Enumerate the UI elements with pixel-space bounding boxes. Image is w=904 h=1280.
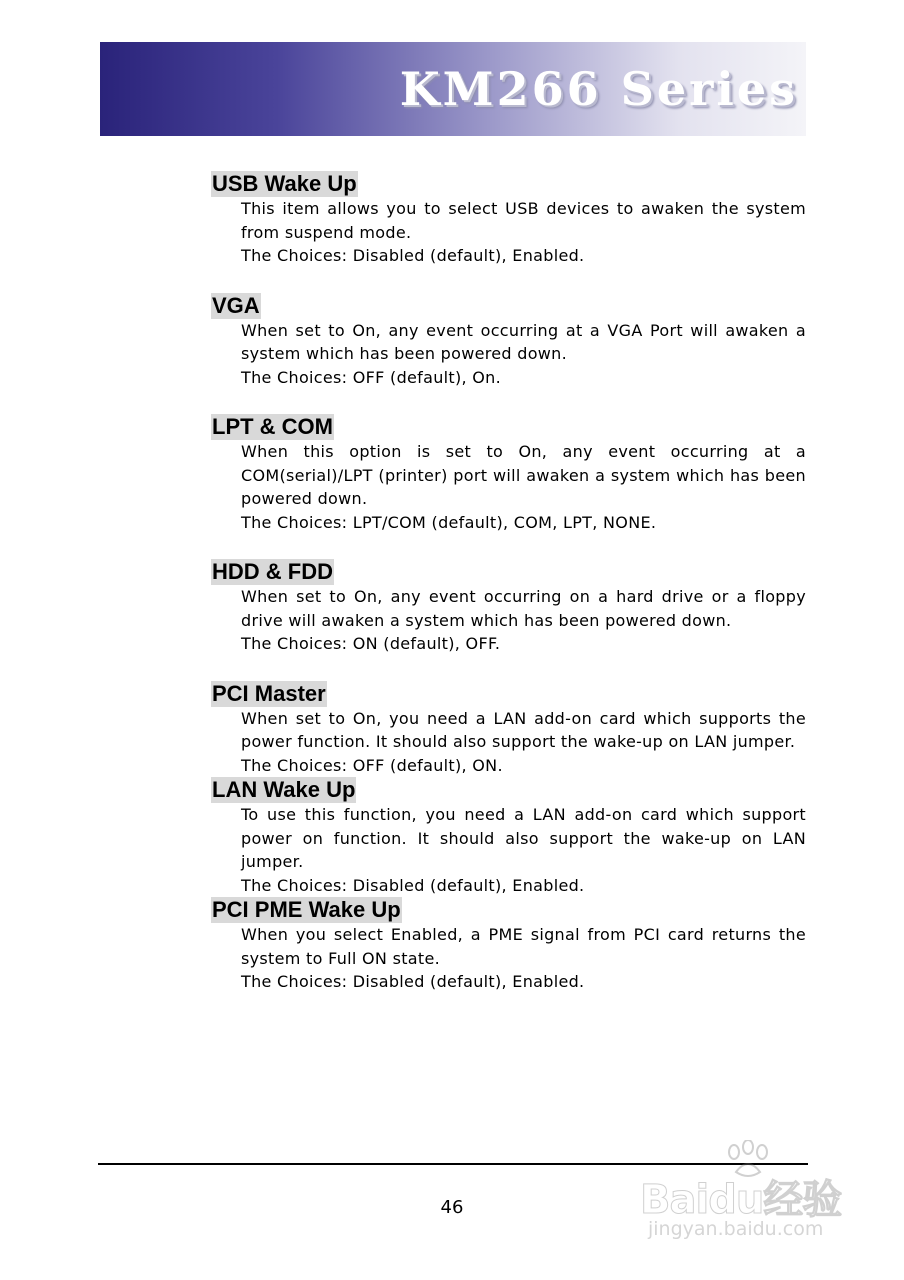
section-heading: LPT & COM (212, 414, 333, 439)
section-choices: The Choices: ON (default), OFF. (241, 634, 501, 653)
section-heading: PCI Master (212, 680, 326, 706)
page-number: 46 (440, 1197, 464, 1218)
section-description: When set to On, you need a LAN add-on card which supports the power function. It should also support the wake-up on LAN jumper. (241, 708, 806, 751)
section-heading: VGA (212, 292, 260, 318)
section-pci-master (211, 681, 806, 778)
section-description: When set to On, any event occurring at a VGA Port will awaken a system which has been powered down. (241, 320, 806, 363)
section-body (241, 707, 806, 778)
section-lan-wake-up (211, 777, 806, 897)
section-heading: PCI PME Wake Up (212, 897, 401, 922)
section-body (241, 319, 806, 390)
section-body (241, 803, 806, 897)
section-pci-pme-wake-up (211, 897, 806, 994)
watermark (640, 1140, 850, 1250)
section-vga (211, 293, 806, 390)
section-choices: The Choices: Disabled (default), Enabled. (241, 875, 585, 895)
section-description: When set to On, any event occurring on a hard drive or a floppy drive will awaken a system which has been powered down. (241, 587, 806, 630)
header-banner (100, 42, 806, 136)
page-title: KM266 Series (399, 62, 798, 116)
section-hdd-fdd (211, 559, 806, 656)
section-heading: LAN Wake Up (212, 777, 356, 802)
section-choices: The Choices: LPT/COM (default), COM, LPT, NONE. (241, 512, 657, 532)
section-description: When you select Enabled, a PME signal from PCI card returns the system to Full ON state. (241, 925, 806, 968)
section-choices: The Choices: Disabled (default), Enabled. (241, 972, 585, 991)
section-choices: The Choices: OFF (default), On. (241, 367, 502, 387)
section-body (241, 585, 806, 656)
section-body (241, 197, 806, 268)
section-heading: USB Wake Up (212, 171, 357, 196)
document-body (211, 171, 806, 994)
section-heading: HDD & FDD (212, 559, 333, 584)
section-description: This item allows you to select USB devices to awaken the system from suspend mode. (241, 199, 806, 242)
section-choices: The Choices: Disabled (default), Enabled. (241, 246, 585, 265)
watermark-brand: Baidu经验 (640, 1177, 842, 1223)
section-description: To use this function, you need a LAN add-on card which support power on function. It should also support the wake-up on LAN jumper. (241, 805, 806, 871)
section-choices: The Choices: OFF (default), ON. (241, 755, 503, 775)
section-lpt-com (211, 414, 806, 534)
watermark-url: jingyan.baidu.com (648, 1218, 824, 1240)
section-description: When this option is set to On, any event occurring at a COM(serial)/LPT (printer) port will awaken a system which has been powered down. (241, 442, 806, 508)
section-body (241, 923, 806, 994)
section-body (241, 440, 806, 534)
section-usb-wake-up (211, 171, 806, 268)
